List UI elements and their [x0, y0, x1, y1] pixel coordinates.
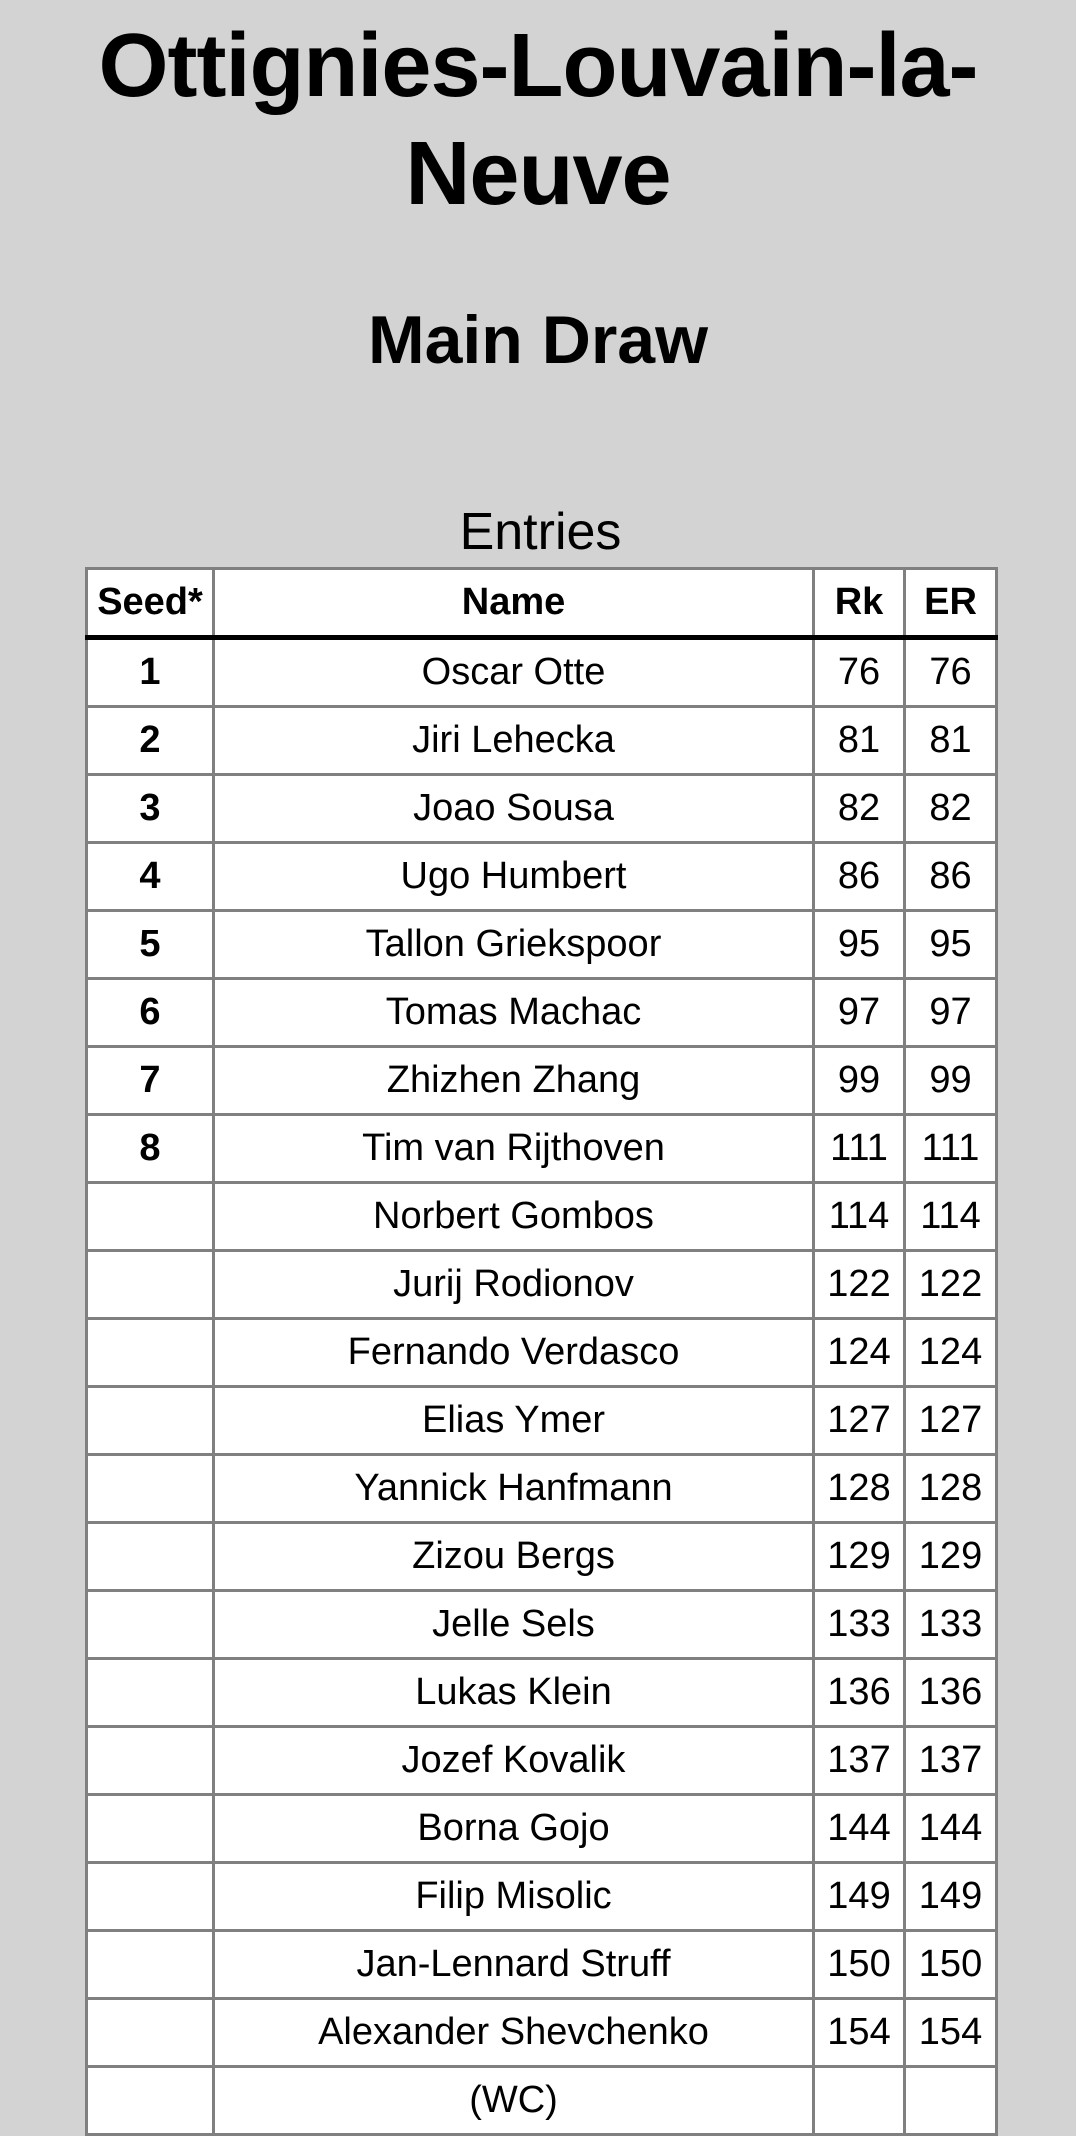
table-row [87, 1183, 997, 1251]
rank-cell: 149 [814, 1863, 905, 1931]
seed-cell [87, 1523, 214, 1591]
rank-cell: 111 [814, 1115, 905, 1183]
rank-cell: 97 [814, 979, 905, 1047]
table-header-row [87, 569, 997, 638]
rank-cell [814, 2067, 905, 2135]
entry-rank-cell: 97 [905, 979, 997, 1047]
rank-cell: 144 [814, 1795, 905, 1863]
seed-cell [87, 2067, 214, 2135]
seed-cell [87, 1455, 214, 1523]
seed-cell: 3 [87, 775, 214, 843]
player-name-cell: (WC) [214, 2067, 814, 2135]
player-name-cell: Joao Sousa [214, 775, 814, 843]
player-name-cell: Zhizhen Zhang [214, 1047, 814, 1115]
page-title: Ottignies-Louvain-la-Neuve [98, 16, 978, 224]
entries-table-body [87, 638, 997, 2135]
player-name-cell: Filip Misolic [214, 1863, 814, 1931]
table-row [87, 1047, 997, 1115]
table-row [87, 911, 997, 979]
table-row [87, 1931, 997, 1999]
table-row [87, 1795, 997, 1863]
entry-rank-cell: 150 [905, 1931, 997, 1999]
entry-rank-cell: 144 [905, 1795, 997, 1863]
player-name-cell: Borna Gojo [214, 1795, 814, 1863]
rank-cell: 114 [814, 1183, 905, 1251]
table-row [87, 1523, 997, 1591]
rank-cell: 76 [814, 638, 905, 707]
rank-cell: 86 [814, 843, 905, 911]
rank-cell: 128 [814, 1455, 905, 1523]
table-row [87, 1251, 997, 1319]
seed-cell [87, 1183, 214, 1251]
table-row [87, 638, 997, 707]
player-name-cell: Tomas Machac [214, 979, 814, 1047]
table-row [87, 2067, 997, 2135]
rank-cell: 129 [814, 1523, 905, 1591]
entry-rank-cell: 127 [905, 1387, 997, 1455]
seed-cell [87, 1591, 214, 1659]
seed-cell [87, 1727, 214, 1795]
seed-cell: 6 [87, 979, 214, 1047]
player-name-cell: Jiri Lehecka [214, 707, 814, 775]
table-caption: Entries [459, 503, 622, 561]
entry-rank-cell [905, 2067, 997, 2135]
seed-cell [87, 1863, 214, 1931]
player-name-cell: Norbert Gombos [214, 1183, 814, 1251]
rank-cell: 95 [814, 911, 905, 979]
entry-rank-cell: 133 [905, 1591, 997, 1659]
player-name-cell: Jozef Kovalik [214, 1727, 814, 1795]
entry-rank-cell: 81 [905, 707, 997, 775]
seed-cell: 7 [87, 1047, 214, 1115]
rank-cell: 82 [814, 775, 905, 843]
entries-table [85, 567, 998, 2136]
seed-cell [87, 1659, 214, 1727]
player-name-cell: Zizou Bergs [214, 1523, 814, 1591]
seed-cell [87, 1387, 214, 1455]
entry-rank-cell: 129 [905, 1523, 997, 1591]
entry-rank-cell: 111 [905, 1115, 997, 1183]
table-row [87, 1999, 997, 2067]
entry-rank-cell: 114 [905, 1183, 997, 1251]
seed-column-header: Seed* [87, 569, 214, 638]
seed-cell [87, 1931, 214, 1999]
table-row [87, 979, 997, 1047]
entry-rank-column-header: ER [905, 569, 997, 638]
entry-rank-cell: 149 [905, 1863, 997, 1931]
table-row [87, 843, 997, 911]
rank-cell: 150 [814, 1931, 905, 1999]
player-name-cell: Jelle Sels [214, 1591, 814, 1659]
table-row [87, 1591, 997, 1659]
table-row [87, 1863, 997, 1931]
seed-cell [87, 1251, 214, 1319]
seed-cell: 8 [87, 1115, 214, 1183]
rank-cell: 133 [814, 1591, 905, 1659]
rank-cell: 154 [814, 1999, 905, 2067]
seed-cell: 1 [87, 638, 214, 707]
player-name-cell: Ugo Humbert [214, 843, 814, 911]
player-name-cell: Jurij Rodionov [214, 1251, 814, 1319]
seed-cell: 4 [87, 843, 214, 911]
entry-rank-cell: 154 [905, 1999, 997, 2067]
table-row [87, 1455, 997, 1523]
table-row [87, 775, 997, 843]
entry-rank-cell: 95 [905, 911, 997, 979]
entry-rank-cell: 86 [905, 843, 997, 911]
rank-cell: 137 [814, 1727, 905, 1795]
entry-rank-cell: 99 [905, 1047, 997, 1115]
entry-rank-cell: 122 [905, 1251, 997, 1319]
entry-rank-cell: 124 [905, 1319, 997, 1387]
player-name-cell: Jan-Lennard Struff [214, 1931, 814, 1999]
name-column-header: Name [214, 569, 814, 638]
player-name-cell: Alexander Shevchenko [214, 1999, 814, 2067]
rank-cell: 99 [814, 1047, 905, 1115]
table-row [87, 707, 997, 775]
table-row [87, 1727, 997, 1795]
rank-cell: 81 [814, 707, 905, 775]
rank-cell: 124 [814, 1319, 905, 1387]
seed-cell [87, 1999, 214, 2067]
seed-cell: 2 [87, 707, 214, 775]
rank-column-header: Rk [814, 569, 905, 638]
player-name-cell: Elias Ymer [214, 1387, 814, 1455]
table-row [87, 1659, 997, 1727]
player-name-cell: Oscar Otte [214, 638, 814, 707]
rank-cell: 127 [814, 1387, 905, 1455]
player-name-cell: Tim van Rijthoven [214, 1115, 814, 1183]
entry-rank-cell: 82 [905, 775, 997, 843]
player-name-cell: Lukas Klein [214, 1659, 814, 1727]
seed-cell: 5 [87, 911, 214, 979]
entry-rank-cell: 136 [905, 1659, 997, 1727]
entry-rank-cell: 128 [905, 1455, 997, 1523]
player-name-cell: Fernando Verdasco [214, 1319, 814, 1387]
entry-rank-cell: 137 [905, 1727, 997, 1795]
seed-cell [87, 1319, 214, 1387]
entry-rank-cell: 76 [905, 638, 997, 707]
page-subtitle: Main Draw [367, 302, 709, 378]
player-name-cell: Yannick Hanfmann [214, 1455, 814, 1523]
table-row [87, 1115, 997, 1183]
table-row [87, 1319, 997, 1387]
rank-cell: 122 [814, 1251, 905, 1319]
player-name-cell: Tallon Griekspoor [214, 911, 814, 979]
rank-cell: 136 [814, 1659, 905, 1727]
table-row [87, 1387, 997, 1455]
seed-cell [87, 1795, 214, 1863]
